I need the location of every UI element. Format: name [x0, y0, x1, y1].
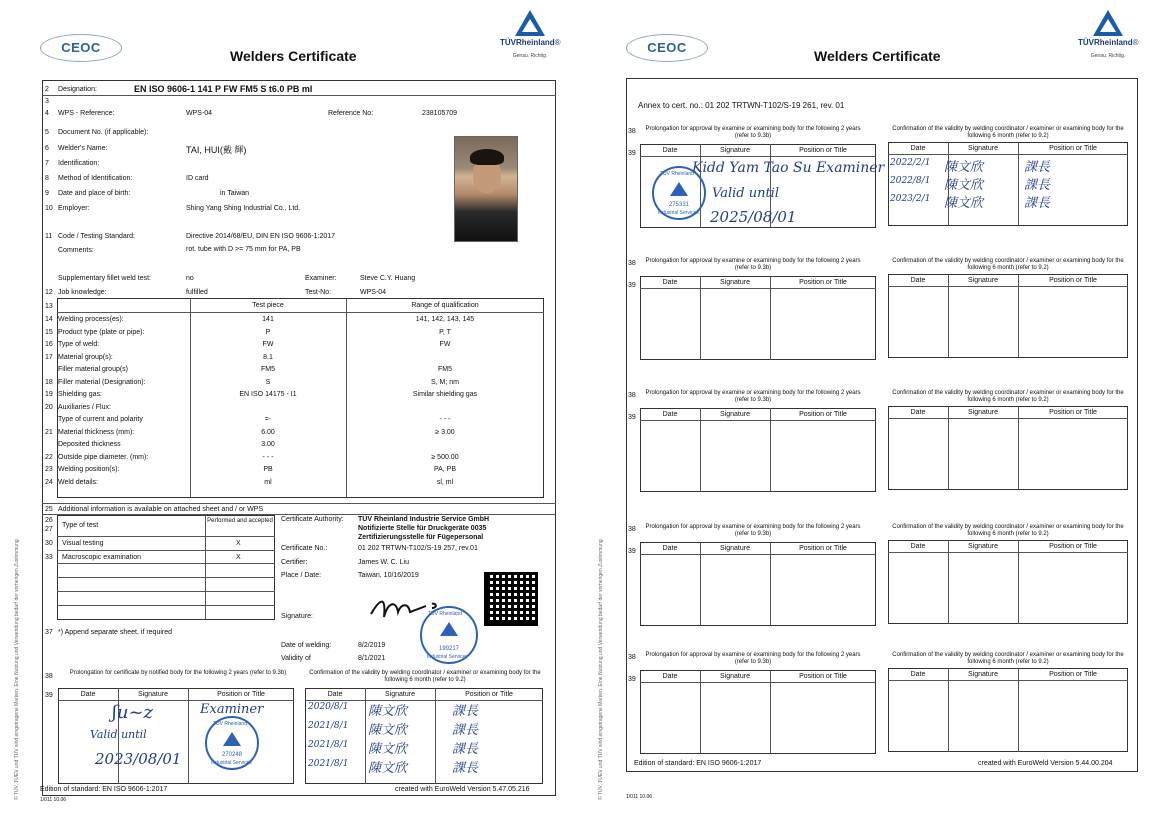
col-position: Position or Title: [1049, 543, 1097, 550]
row-number: 2: [45, 86, 49, 93]
confirmation-text: Confirmation of the validity by welding coordinator / examiner or examining body for the following 6 month (refer to 9.2): [892, 524, 1124, 537]
ceoc-logo: CEOC: [40, 34, 122, 62]
test-no-value: WPS-04: [360, 289, 387, 296]
examiner-label: Examiner:: [305, 275, 337, 282]
handwritten-title: 課長: [452, 761, 479, 776]
qual-label: Outside pipe diameter. (mm):: [58, 454, 149, 461]
designation-value: EN ISO 9606-1 141 P FW FM5 S t6.0 PB ml: [134, 84, 313, 94]
macro-exam-mark: X: [236, 554, 241, 561]
range-value: P, T: [439, 329, 451, 336]
validity-label: Validity of: [281, 655, 311, 662]
handwritten-date: 2023/2/1: [890, 194, 931, 204]
test-piece-value: FW: [262, 341, 274, 348]
prolongation-text: Prolongation for approval by examine or examining body for the following 2 years (refer to 9.3b): [645, 652, 861, 665]
place-date-label: Place / Date:: [281, 572, 322, 579]
edition-text: Edition of standard: EN ISO 9606-1:2017: [634, 760, 762, 767]
row-number: 15: [45, 329, 53, 336]
side-trademark-text: © TÜV, TUEV und TUV sind eingetragene Marken. Eine Nutzung und Verwendung bedarf der vorherigen Zustimmung.: [14, 538, 20, 800]
handwritten-valid: Valid until: [712, 186, 779, 201]
col-date: Date: [662, 279, 678, 286]
certifier-label: Certifier:: [281, 559, 308, 566]
stamp-text: TÜV Rheinland: [213, 721, 247, 727]
row-number: 17: [45, 354, 53, 361]
col-position: Position or Title: [1049, 409, 1097, 416]
confirmation-text: Confirmation of the validity by welding coordinator / examiner or examining body for the following 6 month (refer to 9.2): [892, 652, 1124, 665]
handwritten-examiner: Kidd Yam Tao Su Examiner: [692, 160, 885, 176]
col-signature: Signature: [968, 409, 998, 416]
col-date: Date: [662, 673, 678, 680]
stamp-subtext: Industrial Services: [658, 210, 699, 216]
certifier-value: James W. C. Liu: [358, 559, 409, 566]
handwritten-valid: Valid until: [90, 728, 147, 741]
type-of-test-header: Type of test: [62, 522, 99, 529]
stamp-text: TÜV Rheinland: [428, 611, 462, 617]
row-number: 38: [628, 654, 636, 661]
range-value: FM5: [438, 366, 452, 373]
handwritten-date: 2022/8/1: [890, 176, 931, 186]
side-trademark-text: © TÜV, TUEV und TUV sind eingetragene Marken. Eine Nutzung und Verwendung bedarf der vorherigen Zustimmung.: [598, 538, 604, 800]
method-identification-label: Method of Identification:: [58, 175, 133, 182]
row-number: 4: [45, 110, 49, 117]
page-title: Welders Certificate: [230, 48, 357, 64]
row-number: 39: [628, 676, 636, 683]
visual-testing-mark: X: [236, 540, 241, 547]
row-number: 7: [45, 160, 49, 167]
tuv-reg-mark: ®: [554, 38, 561, 47]
employer-label: Employer:: [58, 205, 90, 212]
qual-label: Material group(s):: [58, 354, 113, 361]
supplementary-label: Supplementary fillet weld test:: [58, 275, 151, 282]
stamp-triangle-icon: [440, 622, 458, 636]
row-number: 10: [45, 205, 53, 212]
row-number: 3: [45, 98, 49, 105]
handwritten-signature: 陳文欣: [368, 742, 408, 757]
range-value: ≥ 3.00: [435, 429, 455, 436]
welder-name-value: TAI, HUI(戴 輝): [186, 145, 247, 155]
handwritten-title: 課長: [1024, 178, 1051, 193]
col-date: Date: [662, 411, 678, 418]
stamp-number: 275331: [668, 202, 690, 208]
birth-value: in Taiwan: [220, 190, 250, 197]
col-date: Date: [80, 691, 96, 698]
tuv-logo: [500, 10, 560, 68]
col-signature: Signature: [968, 145, 998, 152]
qual-label: Type of current and polarity: [58, 416, 143, 423]
col-signature: Signature: [968, 277, 998, 284]
handwritten-signature: 陳文欣: [944, 160, 984, 175]
row-number: 37: [45, 629, 53, 636]
form-number: 1/011 10.06: [626, 794, 653, 800]
stamp-number: 270248: [221, 752, 243, 758]
table-divider: [640, 682, 876, 683]
col-range: Range of qualification: [411, 302, 479, 309]
job-knowledge-label: Job knowledge:: [58, 289, 107, 296]
append-note: *) Append separate sheet, if required: [58, 629, 173, 636]
col-signature: Signature: [720, 411, 750, 418]
test-piece-value: =-: [264, 416, 272, 423]
col-signature: Signature: [720, 279, 750, 286]
table-divider: [888, 286, 1128, 287]
row-number: 38: [628, 526, 636, 533]
welder-name-label: Welder's Name:: [58, 145, 108, 152]
col-position: Position or Title: [799, 411, 847, 418]
validity-value: 8/1/2021: [358, 655, 386, 662]
stamp-subtext: Industrial Services: [211, 760, 252, 766]
row-number: 23: [45, 466, 53, 473]
row-number: 38: [628, 392, 636, 399]
row-number: 11: [45, 233, 53, 240]
table-divider: [640, 288, 876, 289]
comments-value: rot. tube with D >= 75 mm for PA, PB: [186, 246, 301, 253]
row-number: 39: [628, 414, 636, 421]
handwritten-signature: 陳文欣: [944, 178, 984, 193]
handwritten-title: 課長: [1024, 196, 1051, 211]
col-date: Date: [910, 145, 926, 152]
handwritten-date: 2020/8/1: [308, 702, 349, 712]
col-position: Position or Title: [799, 673, 847, 680]
handwritten-title: Examiner: [200, 702, 264, 717]
tuv-stamp: [420, 606, 478, 664]
prolongation-text: Prolongation for approval by examine or examining body for the following 2 years (refer to 9.3b): [645, 390, 861, 403]
col-test-piece: Test piece: [252, 302, 284, 309]
ceoc-logo: CEOC: [626, 34, 708, 62]
job-knowledge-value: fulfilled: [186, 289, 208, 296]
edition-text: Edition of standard: EN ISO 9606-1:2017: [40, 786, 168, 793]
tuv-name: TÜVRheinland: [1078, 38, 1133, 47]
stamp-number: 199217: [438, 646, 460, 652]
stamp-triangle-icon: [223, 732, 241, 746]
col-position: Position or Title: [1049, 671, 1097, 678]
col-signature: Signature: [968, 543, 998, 550]
test-piece-value: 3.00: [261, 441, 275, 448]
tuv-slogan: Genau. Richtig.: [1090, 53, 1126, 59]
code-standard-value: Directive 2014/68/EU, DIN EN ISO 9606-1:2017: [186, 233, 336, 240]
qual-label: Material thickness (mm):: [58, 429, 135, 436]
handwritten-date: 2021/8/1: [308, 721, 349, 731]
qual-label: Product type (plate or pipe):: [58, 329, 145, 336]
test-piece-value: FM5: [261, 366, 275, 373]
created-text: created with EuroWeld Version 5.47.05.216: [395, 786, 530, 793]
test-piece-value: ml: [264, 479, 272, 486]
row-number: 6: [45, 145, 49, 152]
col-date: Date: [662, 147, 678, 154]
row-number: 5: [45, 129, 49, 136]
handwritten-date: 2025/08/01: [710, 208, 797, 226]
col-date: Date: [910, 543, 926, 550]
range-value: PA, PB: [433, 466, 457, 473]
row-number: 22: [45, 454, 53, 461]
qual-label: Shielding gas:: [58, 391, 102, 398]
row-number: 9: [45, 190, 49, 197]
stamp-triangle-icon: [670, 182, 688, 196]
col-date: Date: [910, 277, 926, 284]
test-piece-value: 8.1: [263, 354, 273, 361]
test-piece-value: - - -: [262, 454, 274, 461]
row-number: 18: [45, 379, 53, 386]
row-number: 13: [45, 303, 53, 310]
row-number: 33: [45, 554, 53, 561]
table-divider: [888, 680, 1128, 681]
row-number: 39: [628, 282, 636, 289]
tuv-stamp-2: [205, 716, 259, 770]
test-no-label: Test-No:: [305, 289, 332, 296]
employer-value: Shing Yang Shing Industrial Co., Ltd.: [186, 205, 301, 212]
prolongation-text: Prolongation for approval by examine or examining body for the following 2 years (refer to 9.3b): [645, 524, 861, 537]
row-number: 21: [45, 429, 53, 436]
row-number: 16: [45, 341, 53, 348]
qr-code: [484, 572, 538, 626]
cert-no-label: Certificate No.:: [281, 545, 328, 552]
cert-no-value: 01 202 TRTWN-T102/S-19 257, rev.01: [358, 545, 478, 552]
test-piece-value: PB: [263, 466, 273, 473]
date-of-welding-value: 8/2/2019: [358, 642, 386, 649]
test-piece-value: 141: [262, 316, 274, 323]
table-divider: [640, 554, 876, 555]
tuv-logo: [1078, 10, 1138, 68]
table-divider: [640, 156, 876, 157]
cert-authority-line: Notifizierte Stelle für Druckgeräte 0035: [358, 525, 487, 532]
range-value: 141, 142, 143, 145: [415, 316, 475, 323]
col-signature: Signature: [385, 691, 415, 698]
row-number: 12: [45, 289, 53, 296]
range-value: Similar shielding gas: [412, 391, 478, 398]
col-position: Position or Title: [217, 691, 265, 698]
table-divider: [888, 418, 1128, 419]
qual-label: Auxiliaries / Flux:: [58, 404, 111, 411]
col-signature: Signature: [720, 147, 750, 154]
qual-label: Filler material (Designation):: [58, 379, 146, 386]
welder-photo: [454, 136, 518, 242]
tuv-slogan: Genau. Richtig.: [512, 53, 548, 59]
range-value: S, M; nm: [430, 379, 459, 386]
range-value: ≥ 500.00: [431, 454, 459, 461]
stamp-text: TÜV Rheinland: [660, 171, 694, 177]
tuv-name: TÜVRheinland: [500, 38, 555, 47]
test-piece-value: S: [265, 379, 271, 386]
handwritten-signature: 陳文欣: [944, 196, 984, 211]
col-date: Date: [910, 671, 926, 678]
reference-no-value: 238105709: [422, 110, 458, 117]
cert-authority-line: Zertifizierungsstelle für Fügepersonal: [358, 534, 484, 541]
code-standard-label: Code / Testing Standard:: [58, 233, 135, 240]
tuv-triangle-icon: [1093, 10, 1123, 36]
created-text: created with EuroWeld Version 5.44.00.204: [978, 760, 1113, 767]
row-number: 20: [45, 404, 53, 411]
row-number: 24: [45, 479, 53, 486]
handwritten-signature: ʃu~z: [112, 702, 154, 723]
handwritten-date: 2023/08/01: [95, 750, 182, 768]
prolongation-text: Prolongation for certificate by notified body for the following 2 years (refer to 9.3b): [69, 670, 287, 676]
col-signature: Signature: [720, 673, 750, 680]
confirmation-text: Confirmation of the validity by welding coordinator / examiner or examining body for the following 6 month (refer to 9.2): [309, 670, 541, 683]
range-value: - - -: [439, 416, 451, 423]
supplementary-value: no: [186, 275, 194, 282]
col-position: Position or Title: [1049, 277, 1097, 284]
qual-label: Filler material group(s): [58, 366, 129, 373]
confirmation-text: Confirmation of the validity by welding coordinator / examiner or examining body for the following 6 month (refer to 9.2): [892, 258, 1124, 271]
handwritten-date: 2021/8/1: [308, 759, 349, 769]
tuv-triangle-icon: [515, 10, 545, 36]
col-position: Position or Title: [1049, 145, 1097, 152]
reference-no-label: Reference No:: [328, 110, 374, 117]
row-number: 26: [45, 517, 53, 524]
row-number: 39: [628, 150, 636, 157]
cert-authority-line: TÜV Rheinland Industrie Service GmbH: [358, 516, 490, 523]
handwritten-signature: 陳文欣: [368, 723, 408, 738]
col-position: Position or Title: [799, 545, 847, 552]
row-number: 38: [628, 128, 636, 135]
confirmation-text: Confirmation of the validity by welding coordinator / examiner or examining body for the following 6 month (refer to 9.2): [892, 390, 1124, 403]
visual-testing-label: Visual testing: [62, 540, 104, 547]
qual-label: Welding position(s):: [58, 466, 120, 473]
handwritten-signature: 陳文欣: [368, 761, 408, 776]
signature-label: Signature:: [281, 613, 313, 620]
designation-label: Designation:: [58, 86, 97, 93]
additional-info-text: Additional information is available on attached sheet and / or WPS: [58, 506, 264, 513]
identification-label: Identification:: [58, 160, 100, 167]
confirmation-text: Confirmation of the validity by welding coordinator / examiner or examining body for the following 6 month (refer to 9.2): [892, 126, 1124, 139]
page-title: Welders Certificate: [814, 48, 941, 64]
tuv-reg-mark: ®: [1132, 38, 1139, 47]
qual-label: Type of weld:: [58, 341, 100, 348]
handwritten-date: 2022/2/1: [890, 158, 931, 168]
test-piece-value: EN ISO 14175 - I1: [239, 391, 297, 398]
prolongation-text: Prolongation for approval by examine or examining body for the following 2 years (refer to 9.3b): [645, 258, 861, 271]
col-date: Date: [910, 409, 926, 416]
macro-exam-label: Macroscopic examination: [62, 554, 141, 561]
wps-reference-label: WPS - Reference:: [58, 110, 115, 117]
table-divider: [640, 420, 876, 421]
row-number: 30: [45, 540, 53, 547]
certificate-page-right: [582, 0, 1164, 823]
examiner-value: Steve C.Y. Huang: [360, 275, 416, 282]
qual-label: Weld details:: [58, 479, 98, 486]
test-piece-value: 6.00: [261, 429, 275, 436]
wps-reference-value: WPS-04: [186, 110, 213, 117]
row-number: 8: [45, 175, 49, 182]
cert-authority-label: Certificate Authority:: [281, 516, 344, 523]
handwritten-title: 課長: [452, 723, 479, 738]
range-value: sl, ml: [436, 479, 454, 486]
handwritten-title: 課長: [1024, 160, 1051, 175]
row-number: 38: [45, 673, 53, 680]
col-date: Date: [327, 691, 343, 698]
handwritten-signature: 陳文欣: [368, 704, 408, 719]
handwritten-title: 課長: [452, 704, 479, 719]
handwritten-date: 2021/8/1: [308, 740, 349, 750]
prolongation-text: Prolongation for approval by examine or examining body for the following 2 years (refer to 9.3b): [645, 126, 861, 139]
annex-text: Annex to cert. no.: 01 202 TRTWN-T102/S-19 261, rev. 01: [638, 101, 845, 110]
qual-label: Welding process(es):: [58, 316, 124, 323]
col-position: Position or Title: [465, 691, 513, 698]
comments-label: Comments:: [58, 247, 94, 254]
col-position: Position or Title: [799, 147, 847, 154]
performed-header: Performed and accepted: [207, 518, 273, 524]
col-date: Date: [662, 545, 678, 552]
col-signature: Signature: [720, 545, 750, 552]
tuv-stamp: [652, 166, 706, 220]
birth-label: Date and place of birth:: [58, 190, 131, 197]
row-number: 39: [628, 548, 636, 555]
row-number: 27: [45, 526, 53, 533]
qual-label: Deposited thickness: [58, 441, 121, 448]
form-number: 1/011 10.06: [40, 797, 67, 803]
stamp-subtext: Industrial Services: [427, 654, 468, 660]
document-no-label: Document No. (if applicable):: [58, 129, 149, 136]
row-number: 19: [45, 391, 53, 398]
col-signature: Signature: [968, 671, 998, 678]
date-of-welding-label: Date of welding:: [281, 642, 332, 649]
col-position: Position or Title: [799, 279, 847, 286]
range-value: FW: [439, 341, 451, 348]
method-identification-value: ID card: [186, 175, 209, 182]
place-date-value: Taiwan, 10/16/2019: [358, 572, 419, 579]
table-divider: [888, 154, 1128, 155]
test-piece-value: P: [265, 329, 271, 336]
row-number: 14: [45, 316, 53, 323]
col-signature: Signature: [138, 691, 168, 698]
table-divider: [888, 552, 1128, 553]
handwritten-title: 課長: [452, 742, 479, 757]
row-number: 25: [45, 506, 53, 513]
row-number: 39: [45, 692, 53, 699]
row-number: 38: [628, 260, 636, 267]
